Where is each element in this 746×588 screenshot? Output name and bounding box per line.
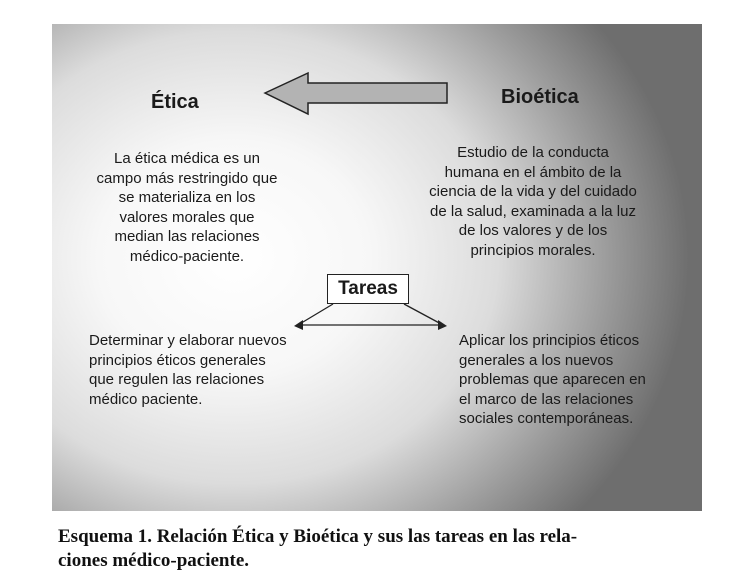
text-line: generales a los nuevos — [459, 351, 614, 369]
text-line: humana en el ámbito de la — [444, 163, 622, 181]
text-line: principios morales. — [470, 241, 596, 259]
text-line: el marco de las relaciones — [459, 390, 634, 408]
task-left — [89, 331, 319, 409]
arrowhead-left-icon — [294, 320, 303, 330]
caption-line: ciones médico-paciente. — [58, 550, 250, 571]
text-line: Estudio de la conducta — [457, 144, 609, 161]
text-line: de la salud, examinada a la luz — [430, 202, 636, 220]
text-line: problemas que aparecen en — [459, 371, 646, 388]
text-line: Determinar y elaborar nuevos — [89, 332, 287, 349]
etica-heading: Ética — [151, 91, 199, 113]
text-line: de los valores y de los — [458, 222, 608, 239]
text-line: médico-paciente. — [129, 247, 245, 265]
bioetica-description — [418, 143, 648, 260]
text-line: principios éticos generales — [89, 351, 266, 369]
bioetica-heading: Bioética — [501, 86, 579, 108]
etica-description — [72, 149, 302, 266]
text-line: campo más restringido que — [96, 169, 278, 187]
text-line: ciencia de la vida y del cuidado — [429, 183, 637, 200]
caption-line: Esquema 1. Relación Ética y Bioética y sus las tareas en las rela- — [58, 526, 578, 547]
text-line: Aplicar los principios éticos — [459, 332, 640, 349]
tareas-box: Tareas — [327, 274, 409, 304]
figure-caption — [58, 525, 698, 573]
text-line: valores morales que — [119, 208, 255, 226]
text-line: médico paciente. — [89, 390, 203, 408]
tareas-branch-lines — [298, 304, 443, 325]
text-line: La ética médica es un — [114, 150, 260, 167]
arrowhead-right-icon — [438, 320, 447, 330]
text-line: que regulen las relaciones — [89, 371, 265, 388]
task-right — [459, 331, 689, 429]
left-arrow-icon — [265, 73, 447, 114]
text-line: median las relaciones — [114, 228, 260, 245]
text-line: se materializa en los — [118, 189, 256, 206]
text-line: sociales contemporáneas. — [459, 410, 634, 427]
